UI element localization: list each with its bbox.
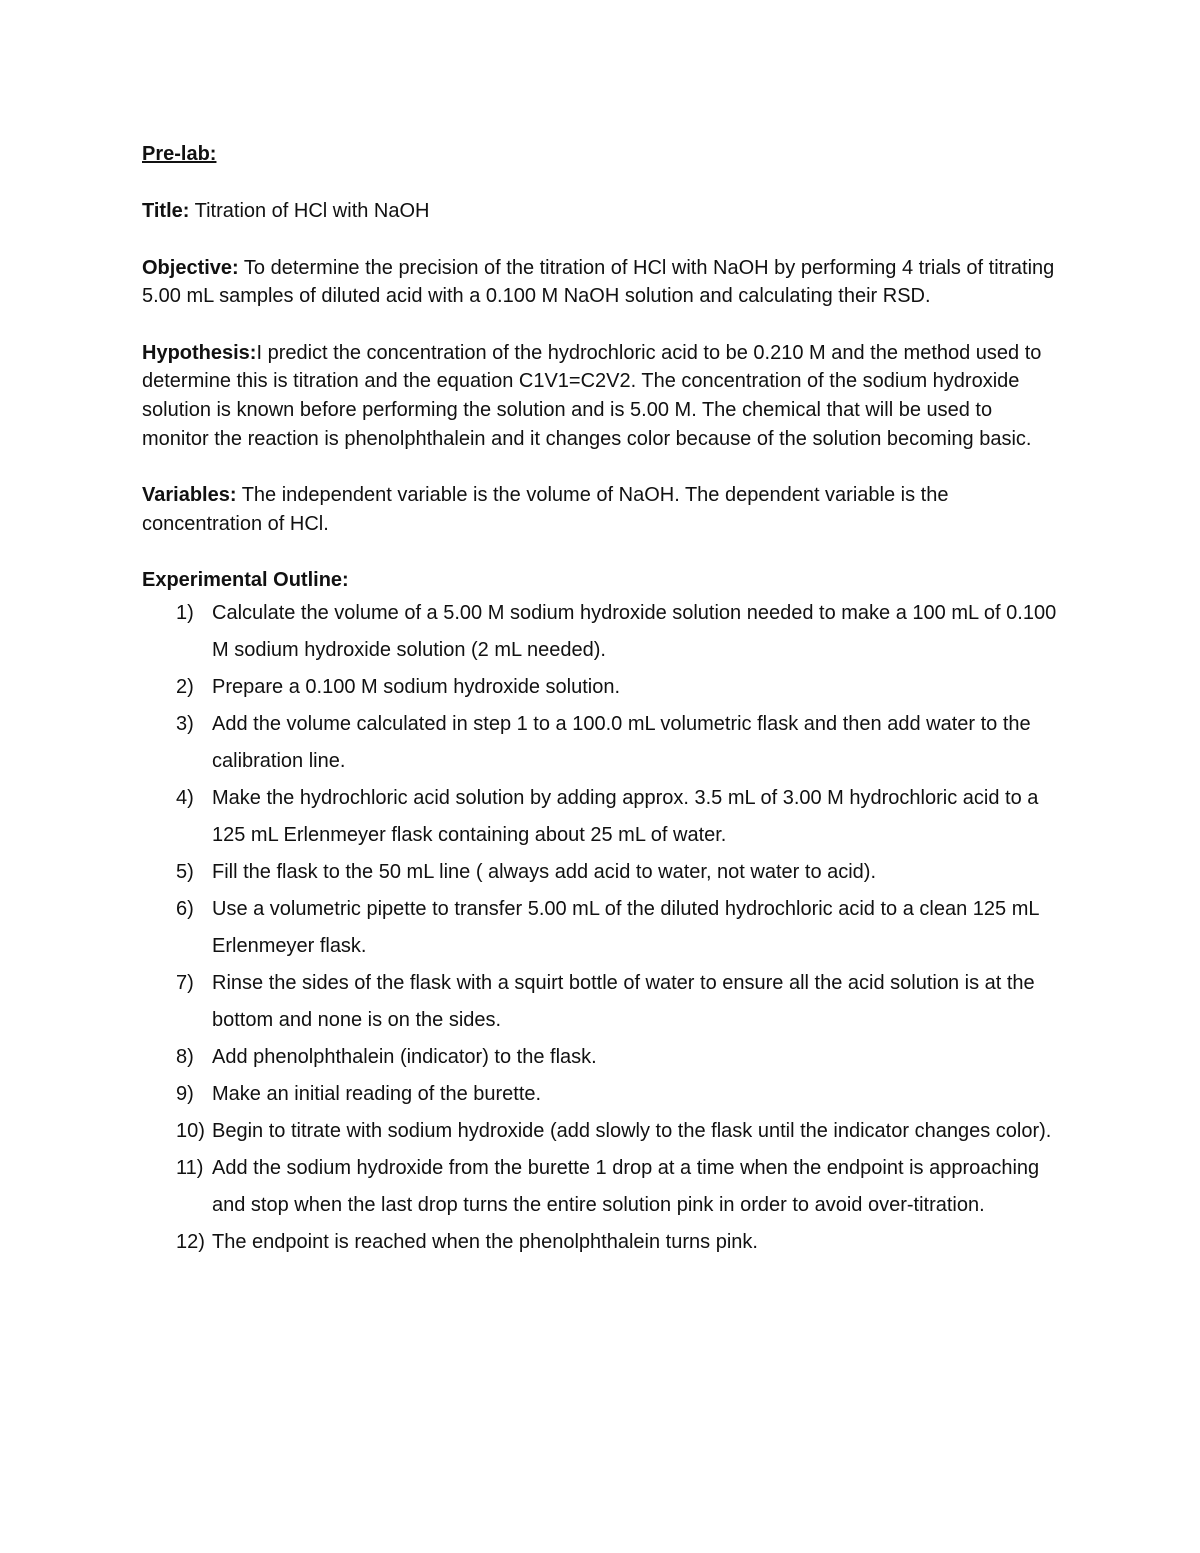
list-item xyxy=(142,891,1062,965)
title-paragraph xyxy=(142,197,1062,226)
list-item xyxy=(142,1039,1062,1076)
step-text: Add the volume calculated in step 1 to a 100.0 mL volumetric flask and then add water to the calibration line. xyxy=(212,712,1031,772)
step-number: 2) xyxy=(176,675,194,698)
step-number: 3) xyxy=(176,712,194,735)
step-text: Add phenolphthalein (indicator) to the flask. xyxy=(212,1045,597,1068)
step-number: 5) xyxy=(176,860,194,883)
variables-paragraph xyxy=(142,481,1062,538)
step-number: 12) xyxy=(176,1230,205,1253)
step-text: Make an initial reading of the burette. xyxy=(212,1082,542,1105)
list-item xyxy=(142,1224,1062,1261)
step-number: 6) xyxy=(176,897,194,920)
list-item xyxy=(142,854,1062,891)
list-item xyxy=(142,1113,1062,1150)
title-label: Title: xyxy=(142,200,190,222)
step-number: 4) xyxy=(176,786,194,809)
list-item xyxy=(142,706,1062,780)
step-text: The endpoint is reached when the phenolphthalein turns pink. xyxy=(212,1230,758,1253)
prelab-heading: Pre-lab: xyxy=(142,143,217,165)
list-item xyxy=(142,1150,1062,1224)
step-text: Make the hydrochloric acid solution by adding approx. 3.5 mL of 3.00 M hydrochloric acid to a 125 mL Erlenmeyer flask containing about 25 mL of water. xyxy=(212,786,1039,846)
variables-text: The independent variable is the volume of NaOH. The dependent variable is the concentration of HCl. xyxy=(142,484,949,535)
list-item xyxy=(142,780,1062,854)
hypothesis-label: Hypothesis: xyxy=(142,341,257,364)
document-page xyxy=(142,140,1062,1261)
title-text: Titration of HCl with NaOH xyxy=(194,200,430,222)
step-number: 11) xyxy=(176,1156,204,1179)
hypothesis-text: I predict the concentration of the hydrochloric acid to be 0.210 M and the method used to determine this is titration and the equation C1V1=C2V2. The concentration of the sodium hydroxide solution is known before performing the solution and is 5.00 M. The chemical that will be used to monitor the reaction is phenolphthalein and it changes color because of the solution becoming basic. xyxy=(142,341,1042,450)
outline-steps-list xyxy=(142,595,1062,1261)
step-number: 7) xyxy=(176,971,194,994)
objective-paragraph xyxy=(142,254,1062,311)
step-text: Add the sodium hydroxide from the burette 1 drop at a time when the endpoint is approaching and stop when the last drop turns the entire solution pink in order to avoid over-titration. xyxy=(212,1156,1040,1216)
objective-text: To determine the precision of the titration of HCl with NaOH by performing 4 trials of titrating 5.00 mL samples of diluted acid with a 0.100 M NaOH solution and calculating their RSD. xyxy=(142,256,1055,308)
list-item xyxy=(142,965,1062,1039)
list-item xyxy=(142,595,1062,669)
step-text: Calculate the volume of a 5.00 M sodium hydroxide solution needed to make a 100 mL of 0.100 M sodium hydroxide solution (2 mL needed). xyxy=(212,601,1057,661)
step-number: 9) xyxy=(176,1082,194,1105)
step-text: Rinse the sides of the flask with a squirt bottle of water to ensure all the acid solution is at the bottom and none is on the sides. xyxy=(212,971,1035,1031)
objective-label: Objective: xyxy=(142,256,239,279)
step-text: Begin to titrate with sodium hydroxide (add slowly to the flask until the indicator changes color). xyxy=(212,1119,1052,1142)
step-text: Fill the flask to the 50 mL line ( always add acid to water, not water to acid). xyxy=(212,860,877,883)
variables-label: Variables: xyxy=(142,484,237,507)
step-text: Prepare a 0.100 M sodium hydroxide solution. xyxy=(212,675,621,698)
step-number: 10) xyxy=(176,1119,205,1142)
step-number: 8) xyxy=(176,1045,194,1068)
list-item xyxy=(142,669,1062,706)
step-text: Use a volumetric pipette to transfer 5.00 mL of the diluted hydrochloric acid to a clean 125 mL Erlenmeyer flask. xyxy=(212,897,1039,957)
step-number: 1) xyxy=(176,601,194,624)
outline-label: Experimental Outline: xyxy=(142,569,349,592)
list-item xyxy=(142,1076,1062,1113)
hypothesis-paragraph xyxy=(142,339,1062,453)
